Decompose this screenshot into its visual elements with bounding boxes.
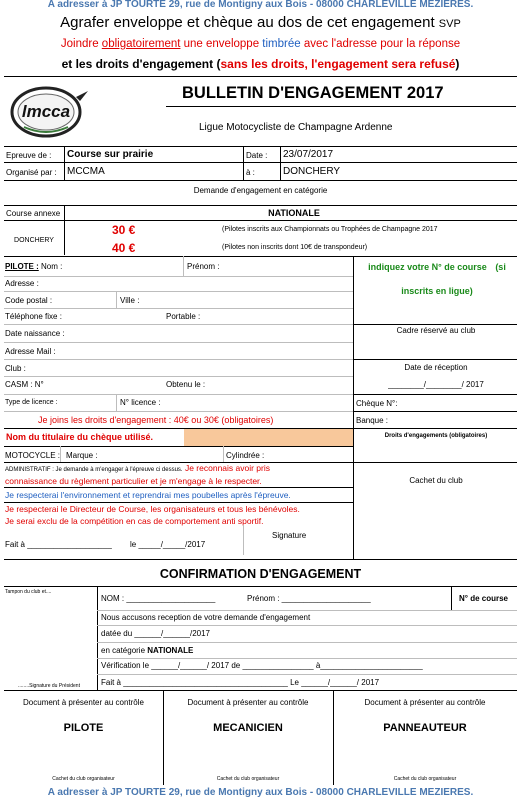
instruction-staple (0, 14, 521, 31)
date-value[interactable]: 23/07/2017 (283, 149, 334, 160)
cachet-organisateur-pilote: Cachet du club organisateur (52, 776, 115, 782)
joins-droits: Je joins les droits d'engagement : 40€ ou 30€ (obligatoires) (38, 415, 274, 425)
no-course-label: N° de course (459, 594, 508, 603)
lmcca-logo (6, 79, 92, 141)
nom-label: Nom : (41, 262, 63, 271)
admin-exclusion: Je serai exclu de la compétition en cas de comportement anti sportif. (5, 516, 264, 526)
form-title: BULLETIN D'ENGAGEMENT 2017 (182, 84, 444, 102)
instr-part: obligatoirement (101, 38, 181, 50)
adresse-label: Adresse : (5, 279, 39, 288)
titulaire-field[interactable] (184, 429, 353, 446)
droits-obligatoires: Droits d'engagements (obligatoires) (384, 433, 488, 439)
address-line-bottom: A adresser à JP TOURTE 29, rue de Montigny aux Bois - 08000 CHARLEVILLE MEZIERES. (47, 787, 474, 798)
categorie-value: NATIONALE (147, 646, 194, 655)
reception-label: Date de réception (404, 363, 468, 372)
confirm-fait[interactable]: Fait à _____________________________________ Le ______/______/ 2017 (101, 678, 380, 687)
naissance-label: Date naissance : (5, 329, 65, 338)
instr-part: une enveloppe (180, 38, 263, 50)
admin-small: ADMINISTRATIF : Je demande à m'engager à l'épreuve ci dessus. (5, 467, 183, 473)
price-30-note: (Pilotes inscrits aux Championnats ou Trophées de Champagne 2017 (222, 226, 438, 233)
role-panneauteur: PANNEAUTEUR (383, 722, 467, 734)
cylindree-label: Cylindrée : (226, 451, 265, 460)
obtenu-label: Obtenu le : (166, 380, 206, 389)
a-value[interactable]: DONCHERY (283, 166, 341, 177)
signature-president: ........Signature du Président (18, 683, 80, 689)
organise-label: Organisé par : (6, 168, 57, 177)
price-30: 30 € (112, 223, 136, 237)
fait-a[interactable]: Fait à ___________________ (5, 540, 112, 549)
doc-label-pilote: Document à présenter au contrôle (23, 698, 144, 707)
price-40-note: (Pilotes non inscrits dont 10€ de transpondeur) (222, 244, 368, 251)
instr-part: et les droits d'engagement ( (61, 57, 221, 71)
signature-label: Signature (272, 531, 307, 540)
instr-part: timbrée (262, 38, 301, 50)
categorie-label: en catégorie (101, 646, 146, 655)
titulaire-label: Nom du titulaire du chèque utilisé. (6, 432, 154, 442)
organise-value[interactable]: MCCMA (67, 166, 105, 177)
role-pilote: PILOTE (63, 722, 104, 734)
svg-text:lmcca: lmcca (21, 102, 71, 121)
ville-label: Ville : (120, 296, 140, 305)
licence-no-label: N° licence : (120, 398, 161, 407)
doc-label-mecanicien: Document à présenter au contrôle (187, 698, 309, 707)
banque-label: Banque : (356, 416, 389, 425)
course-no-c: inscrits en ligue) (401, 286, 473, 296)
location-label: DONCHERY (14, 237, 54, 244)
cachet-organisateur-mecanicien: Cachet du club organisateur (216, 776, 280, 782)
course-no-b: (si (495, 262, 506, 272)
code-postal-label: Code postal : (5, 296, 53, 305)
pilote-label: PILOTE : (5, 262, 39, 271)
instr-part: Joindre (60, 38, 102, 50)
cachet-organisateur-panneauteur: Cachet du club organisateur (393, 776, 457, 782)
instruction-svp: SVP (438, 18, 461, 30)
confirm-prenom[interactable]: Prénom : ____________________ (247, 594, 371, 603)
prenom-label: Prénom : (187, 262, 220, 271)
accusons-text: Nous accusons reception de votre demande d'engagement (101, 613, 311, 622)
epreuve-label: Epreuve de : (6, 151, 52, 160)
telephone-label: Téléphone fixe : (5, 312, 62, 321)
tampon-label: Tampon du club et.... (5, 589, 52, 595)
verification-line[interactable]: Vérification le ______/______/ 2017 de ________________ à_______________________ (101, 661, 423, 670)
course-no-a: indiquez votre N° de course (368, 262, 487, 272)
course-number-instruction (354, 261, 520, 297)
epreuve-value[interactable]: Course sur prairie (67, 149, 154, 160)
admin-red2: connaissance du règlement particulier et je m'engage à le respecter. (5, 476, 262, 486)
doc-label-panneauteur: Document à présenter au contrôle (364, 698, 486, 707)
club-label: Club : (5, 364, 26, 373)
admin-block (5, 463, 350, 487)
admin-respect: Je respecterai le Directeur de Course, les organisateurs et tous les bénévoles. (5, 504, 300, 514)
instr-part: sans les droits, l'engagement sera refusé (220, 57, 456, 71)
instruction-staple-text: Agrafer enveloppe et chèque au dos de cet engagement (60, 14, 435, 31)
address-line-top: A adresser à JP TOURTE 29, rue de Montigny aux Bois - 08000 CHARLEVILLE MEZIERES. (47, 0, 474, 10)
instr-part: ) (455, 57, 460, 71)
role-mecanicien: MECANICIEN (213, 722, 283, 734)
instr-part: avec l'adresse pour la réponse (300, 38, 461, 50)
confirm-categorie (101, 646, 193, 655)
reception-date[interactable]: ________/________/ 2017 (388, 380, 484, 389)
fait-le[interactable]: le _____/_____/2017 (130, 540, 206, 549)
demande-label: Demande d'engagement en catégorie (193, 186, 328, 195)
admin-environment: Je respecterai l'environnement et reprendrai mes poubelles après l'épreuve. (5, 490, 291, 500)
portable-label: Portable : (166, 312, 201, 321)
casm-label: CASM : N° (5, 380, 44, 389)
instruction-envelope (0, 38, 521, 50)
date-label: Date : (246, 151, 268, 160)
course-annexe-label: Course annexe (6, 209, 61, 218)
cheque-label: Chèque N°: (356, 399, 398, 408)
confirm-nom[interactable]: NOM : ____________________ (101, 594, 216, 603)
a-label: à : (246, 168, 255, 177)
price-40: 40 € (112, 241, 136, 255)
marque-label: Marque : (66, 451, 98, 460)
cachet-club: Cachet du club (409, 476, 463, 485)
datee-du[interactable]: datée du ______/______/2017 (101, 629, 210, 638)
pilote-nom-row (5, 262, 62, 271)
instruction-fees (0, 57, 521, 71)
motocycle-label: MOTOCYCLE : (5, 451, 60, 460)
confirmation-title: CONFIRMATION D'ENGAGEMENT (159, 567, 362, 581)
admin-red1: Je reconnais avoir pris (184, 463, 271, 473)
licence-type-label: Type de licence : (5, 399, 58, 406)
reserve-club: Cadre réservé au club (396, 326, 476, 335)
form-subtitle: Ligue Motocycliste de Champagne Ardenne (199, 122, 393, 133)
category-value: NATIONALE (268, 208, 320, 218)
mail-label: Adresse Mail : (5, 347, 56, 356)
